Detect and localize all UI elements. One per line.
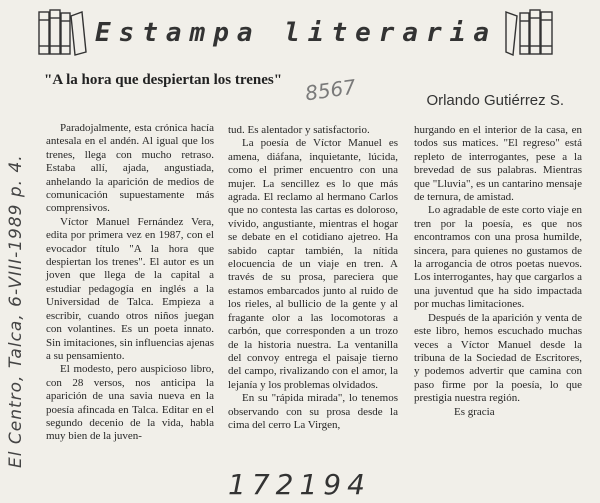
paragraph: Es gracia [454, 405, 495, 418]
text-column-3 [414, 124, 582, 419]
books-icon [504, 6, 556, 58]
article-author: Orlando Gutiérrez S. [426, 92, 564, 109]
paragraph: Lo agradable de este corto viaje en tren por la poesía, es que nos encontramos con una prosa humilde, sincera, para quienes no gustamos de la arrogancia de otros poetas nuevos. Los interrogantes, hay que cargarlos a una juventud que ha sido impactada por muchas limitaciones. [414, 204, 582, 311]
paragraph: Después de la aparición y venta de este libro, hemos escuchado muchas veces a Víctor Manuel desde la tribuna de la Sociedad de Escritores, y podemos advertir que camina con paso firme por la poesía, lo que prestigia nuestra región. [414, 311, 582, 405]
article-headline: "A la hora que despiertan los trenes" [44, 72, 283, 88]
handwritten-number: 8567 [303, 74, 358, 106]
paragraph: hurgando en el interior de la casa, en todos sus matices. "El regreso" está repleto de interrogantes, pese a la brevedad de sus palabras. Mientras que "Lluvia", es un cantarino mensaje de ternura, de amistad. [414, 124, 582, 204]
handwritten-catalog-number: 172194 [228, 468, 371, 501]
text-column-1 [46, 122, 214, 444]
paragraph: Paradojalmente, esta crónica hacía antesala en el andén. Al igual que los trenes, llega con mucho retraso. Estaba allí, ajada, angustiada, anhelando la aparición de medios de comunicación supuestamente más comprensivos. [46, 122, 214, 215]
paragraph: La poesía de Víctor Manuel es amena, diáfana, inquietante, lúcida, como el primer encuentro con una mujer. La sencillez es lo que más agrada. El reclamo al hermano Carlos que no contesta las cartas es doloroso, vívido, angustiante, mientras el hogar se debate en el cotidiano ajetreo. Ha sabido captar también, la nítida elocuencia de un viaje en tren. A través de su prosa, pareciera que estamos embarcados junto al ruido de los rieles, al bullicio de la gente y al fragante olor a las locomotoras a carbón, que corresponden a un trozo de la historia nuestra. La ventanilla del convoy entrega el paisaje tierno del campo, rivalizando con el amor, la lejanía y los problemas olvidados. [228, 137, 398, 391]
paragraph: El modesto, pero auspicioso libro, con 28 versos, nos anticipa la aparición de una savia nueva en la poesía afincada en Talca. Editar en el segundo decenio de la vida, habla muy bien de la juven- [46, 363, 214, 443]
section-title: Estampa literaria [94, 18, 498, 48]
handwritten-margin-note: El Centro, Talca, 6-VIII-1989 p. 4. [6, 154, 26, 468]
section-banner [36, 6, 556, 58]
paragraph: En su "rápida mirada", lo tenemos observando con su prosa desde la cima del cerro La Virgen, [228, 392, 398, 431]
paragraph: Víctor Manuel Fernández Vera, edita por primera vez en 1987, con el evocador título "A la hora que despiertan los trenes". El autor es un joven que llega de la capital a estudiar pedagogía en inglés a la Universidad de Talca. Empieza a escribir, cuando otros niños juegan con volantines. Es un poeta innato. Sin imitaciones, sin influencias ajenas a su pensamiento. [46, 215, 214, 362]
paragraph: tud. Es alentador y satisfactorio. [228, 124, 370, 136]
text-column-2 [228, 124, 398, 432]
books-icon [36, 6, 88, 58]
